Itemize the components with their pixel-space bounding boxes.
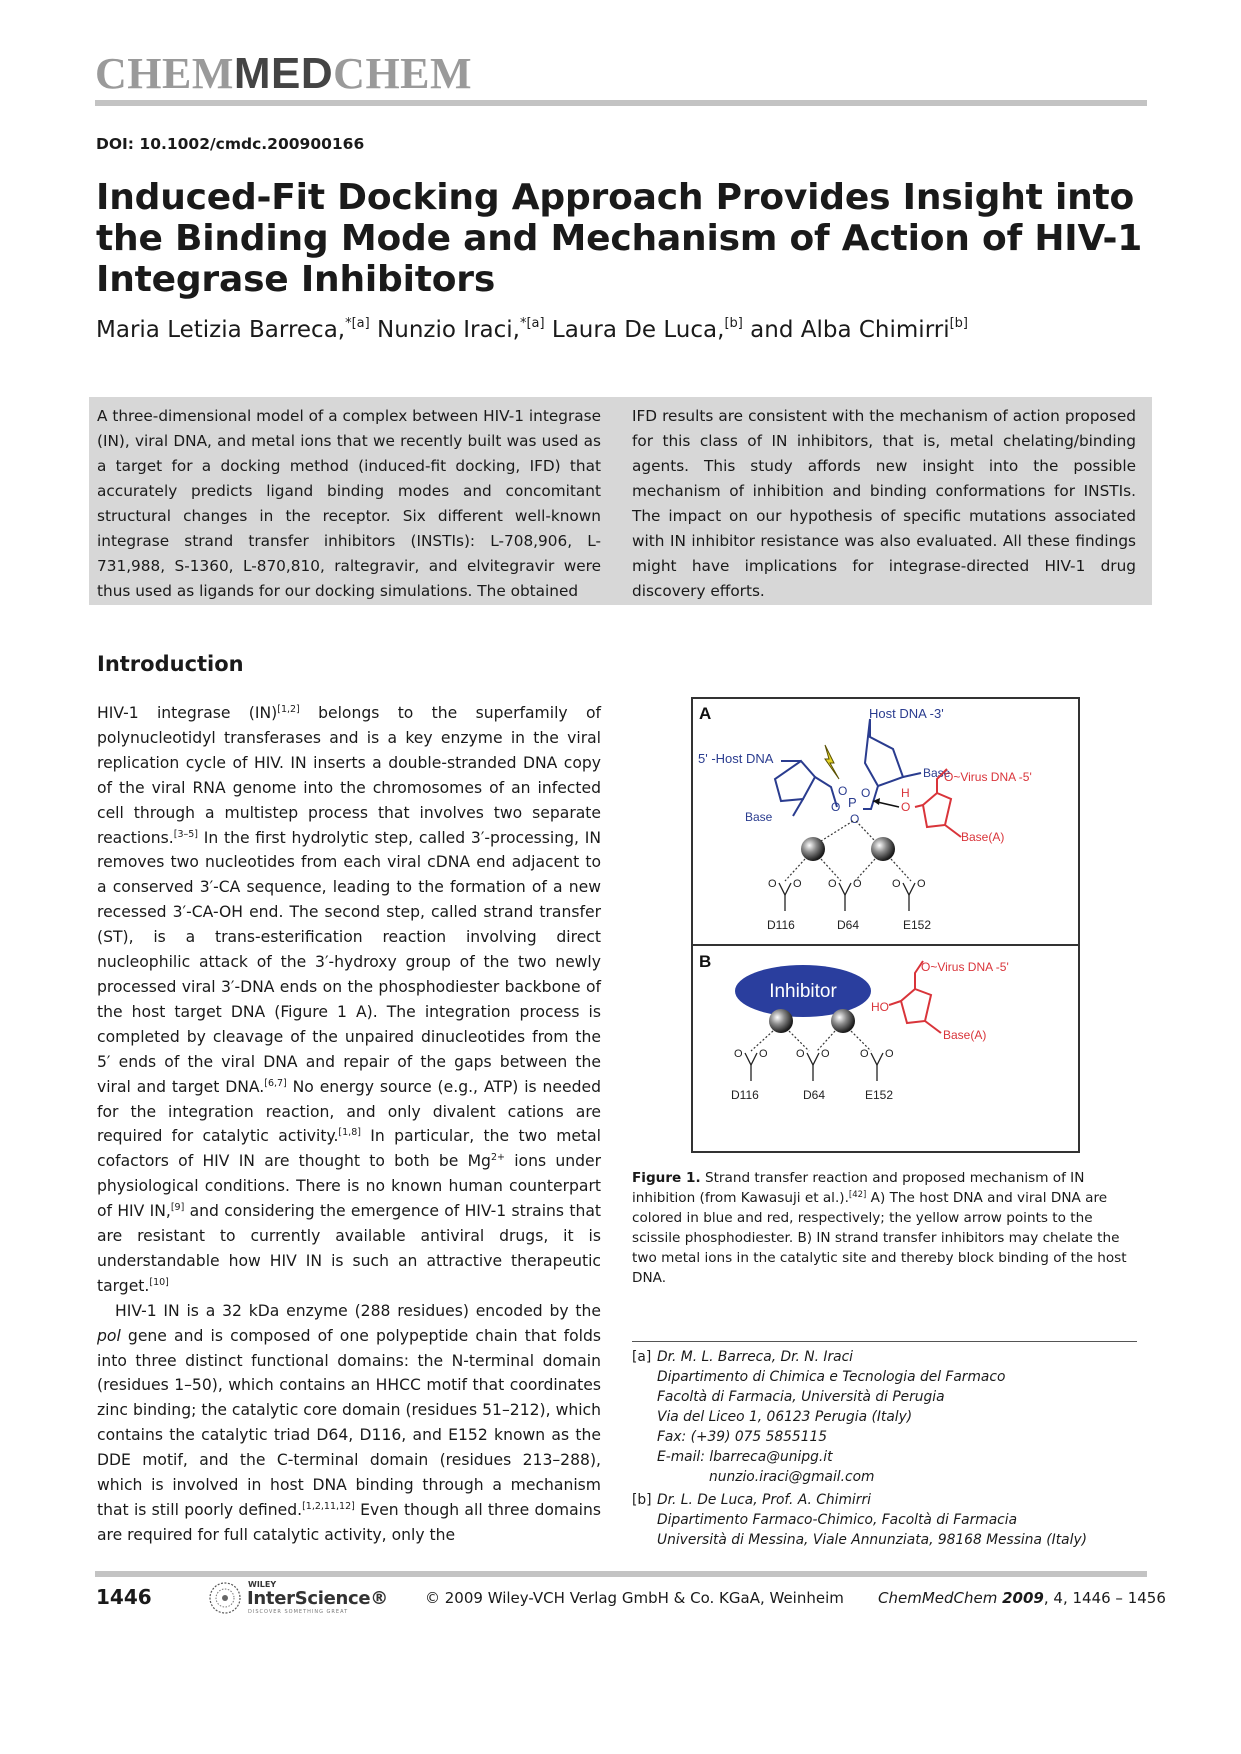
section-heading-introduction: Introduction — [97, 652, 244, 676]
author-mark: *[a] — [519, 316, 545, 331]
phosphate-p: P — [848, 795, 857, 810]
figure-label: Figure 1. — [632, 1170, 701, 1186]
citation-ref: [9] — [170, 1202, 185, 1214]
residue-label: E152 — [903, 918, 932, 932]
journal-logo — [95, 49, 472, 98]
logo-chem-1: CHEM — [95, 49, 234, 98]
citation-rest: , 4, 1446 – 1456 — [1043, 1589, 1166, 1607]
citation-ref: [42] — [848, 1190, 867, 1200]
virus-dna-label: O~Virus DNA -5' — [944, 770, 1032, 784]
footer-rule — [95, 1571, 1147, 1577]
hydroxyl-label: HO — [871, 1000, 889, 1014]
logo-name: InterScience® — [247, 1588, 389, 1609]
residue-label: D116 — [731, 1088, 759, 1102]
abstract-left: A three-dimensional model of a complex between HIV-1 integrase (IN), viral DNA, and metal ions that we recently built was used as a target for a docking method (induced-fit docking, IFD) that accurately predicts ligand binding modes and concomitant structural changes in the receptor. Six different well-known integrase strand transfer inhibitors (INSTIs): L-708,906, L-731,988, S-1360, L-870,810, raltegravir, and elvitegravir were thus used as ligands for our docking simulations. The obtained — [97, 407, 601, 600]
metal-ion-icon — [831, 1009, 855, 1033]
phosphate-o: O — [831, 800, 841, 814]
doi: DOI: 10.1002/cmdc.200900166 — [96, 135, 365, 153]
scissile-arrow-icon — [825, 745, 839, 779]
author-mark: *[a] — [345, 316, 370, 331]
affiliation-label: [a] — [632, 1349, 652, 1365]
svg-text:O: O — [759, 1048, 768, 1060]
affiliation-rule — [632, 1341, 1137, 1342]
panel-a-label: A — [699, 704, 712, 723]
globe-icon — [205, 1580, 245, 1616]
affiliation-line: Facoltà di Farmacia, Università di Perugia — [657, 1389, 945, 1405]
author-name: Maria Letizia Barreca, — [96, 317, 346, 343]
figure-1 — [691, 697, 1080, 1153]
affiliation-email[interactable]: E-mail: lbarreca@unipg.it — [657, 1449, 833, 1465]
journal-header — [95, 49, 473, 98]
affiliation-fax: Fax: (+39) 075 5855115 — [657, 1429, 828, 1445]
phosphate-o: O — [838, 784, 848, 798]
citation-ref: [10] — [149, 1276, 169, 1288]
logo-med: MED — [233, 49, 334, 98]
citation-ref: [1,2,11,12] — [302, 1501, 355, 1512]
host-dna-3-label: Host DNA -3' — [869, 706, 944, 721]
logo-tagline: DISCOVER SOMETHING GREAT — [248, 1609, 349, 1615]
page-number: 1446 — [96, 1585, 152, 1609]
svg-text:O: O — [793, 878, 802, 890]
base-label: Base — [745, 810, 773, 824]
citation-ref: [1,2] — [277, 704, 300, 715]
gene-name: pol — [97, 1326, 121, 1345]
author-name: Nunzio Iraci, — [377, 317, 520, 343]
citation-ref: [3–5] — [173, 828, 199, 840]
affiliation-line: Dr. L. De Luca, Prof. A. Chimirri — [657, 1492, 871, 1508]
affiliation-line: Dr. M. L. Barreca, Dr. N. Iraci — [657, 1349, 854, 1365]
metal-ion-icon — [871, 837, 895, 861]
logo-wiley: WILEY — [248, 1580, 277, 1589]
svg-text:O: O — [821, 1048, 830, 1060]
residue-label: D116 — [767, 918, 795, 932]
panel-b-label: B — [699, 952, 712, 971]
figure-panel-a — [698, 704, 1032, 932]
superscript-charge: 2+ — [490, 1152, 505, 1164]
affiliations — [632, 1347, 1142, 1553]
svg-text:O: O — [768, 878, 777, 890]
svg-text:O: O — [860, 1048, 869, 1060]
citation-journal: ChemMedChem — [878, 1589, 998, 1607]
svg-text:O: O — [734, 1048, 743, 1060]
author-name: and Alba Chimirri — [750, 317, 950, 343]
virus-dna-label: O~Virus DNA -5' — [921, 960, 1009, 974]
body-column-left — [97, 701, 601, 1548]
svg-text:O: O — [892, 878, 901, 890]
residue-label: D64 — [803, 1088, 826, 1102]
citation-ref: [1,8] — [338, 1127, 361, 1139]
abstract-right: IFD results are consistent with the mechanism of action proposed for this class of IN inhibitors, that is, metal chelating/binding agents. This study affords new insight into the possible mechanism of inhibition and binding conformations for INSTIs. The impact on our hypothesis of specific mutations associated with IN inhibitor resistance was also evaluated. All these findings might have implications for integrase-directed HIV-1 drug discovery efforts. — [632, 407, 1136, 600]
base-a-label: Base(A) — [961, 830, 1005, 844]
affiliation-b — [632, 1490, 1142, 1550]
interscience-logo — [205, 1580, 389, 1616]
figure-caption: Figure 1. Strand transfer reaction and proposed mechanism of IN inhibition (from Kawasuji et al.).[42] A) The host DNA and viral DNA are colored in blue and red, respectively; the yellow arrow points to the scissile phosphodiester. B) IN strand transfer inhibitors may chelate the two metal ions in the catalytic site and thereby block binding of the host DNA. — [632, 1170, 1127, 1286]
citation-ref: [6,7] — [264, 1077, 287, 1089]
author-mark: [b] — [724, 316, 743, 331]
host-dna-5-label: 5' -Host DNA — [698, 751, 774, 766]
paragraph: HIV-1 integrase (IN)[1,2] belongs to the superfamily of polynucleotidyl transferases and is a key enzyme in the viral replication cycle of HIV. IN inserts a double-stranded DNA copy of the viral RNA genome into the chromosomes of an infected cell through a multistep process that involves two separate reactions.[3–5] In the first hydrolytic step, called 3′-processing, IN removes two nucleotides from each viral cDNA end adjacent to a conserved 3′-CA sequence, leading to the formation of a new recessed 3′-CA-OH end. The second step, called strand transfer (ST), is a trans-esterification reaction involving direct nucleophilic attack of the 3′-hydroxy group of the two newly processed viral 3′-DNA ends on the phosphodiester backbone of the host target DNA (Figure 1 A). The integration process is completed by cleavage of the unpaired dinucleotides from the 5′ ends of the viral DNA and repair of the gaps between the viral and target DNA.[6,7] No energy source (e.g., ATP) is needed for the integration reaction, and only divalent cations are required for catalytic activity.[1,8] In particular, the two metal cofactors of HIV IN are thought to both be $Mg^{2+}$ ions under physiological conditions. There is no known human counterpart of HIV IN,[9] and considering the emergence of HIV-1 strains that are resistant to currently available antiviral drugs, it is understandable how HIV IN is such an attractive therapeutic target.[10] — [97, 704, 602, 1295]
author-mark: [b] — [949, 316, 968, 331]
base-a-label: Base(A) — [943, 1028, 987, 1042]
affiliation-line: Dipartimento di Chimica e Tecnologia del Farmaco — [657, 1369, 1006, 1385]
inhibitor-label: Inhibitor — [769, 981, 837, 1002]
affiliation-label: [b] — [632, 1492, 652, 1508]
citation — [878, 1589, 1166, 1607]
header-rule — [95, 100, 1147, 106]
residue-label: D64 — [837, 918, 860, 932]
affiliation-line: Via del Liceo 1, 06123 Perugia (Italy) — [657, 1409, 913, 1425]
svg-text:O: O — [796, 1048, 805, 1060]
svg-text:O: O — [917, 878, 926, 890]
svg-text:O: O — [885, 1048, 894, 1060]
article-title: Induced-Fit Docking Approach Provides Insight into the Binding Mode and Mechanism of Action of HIV-1 Integrase Inhibitors — [96, 177, 1143, 300]
copyright: © 2009 Wiley-VCH Verlag GmbH & Co. KGaA, Weinheim — [425, 1589, 844, 1607]
affiliation-line: Università di Messina, Viale Annunziata, 98168 Messina (Italy) — [657, 1532, 1087, 1548]
phosphate-o-minus: O — [850, 812, 860, 826]
affiliation-email[interactable]: nunzio.iraci@gmail.com — [709, 1469, 875, 1485]
svg-text:O: O — [828, 878, 837, 890]
paragraph: HIV-1 IN is a 32 kDa enzyme (288 residues) encoded by the pol gene and is composed of one polypeptide chain that folds into three distinct functional domains: the N-terminal domain (residues 1–50), which contains an HHCC motif that coordinates zinc binding; the catalytic core domain (residues 51–212), which contains the catalytic triad D64, D116, and E152 known as the DDE motif, and the C-terminal domain (residues 213–288), which is involved in host DNA binding through a mechanism that is still poorly defined.[1,2,11,12] Even though all three domains are required for full catalytic activity, only the — [97, 1301, 601, 1544]
logo-chem-2: CHEM — [333, 49, 473, 98]
hydroxyl-o: O — [901, 800, 911, 814]
affiliation-a — [632, 1347, 1142, 1487]
phosphate-o: O — [861, 786, 871, 800]
author-list — [96, 316, 968, 343]
figure-panel-b — [699, 952, 1009, 1102]
author-name: Laura De Luca, — [551, 317, 725, 343]
citation-year: 2009 — [1002, 1589, 1044, 1607]
affiliation-line: Dipartimento Farmaco-Chimico, Facoltà di Farmacia — [657, 1512, 1018, 1528]
hydroxyl-h: H — [901, 786, 910, 800]
svg-text:O: O — [853, 878, 862, 890]
metal-ion-icon — [769, 1009, 793, 1033]
residue-label: E152 — [865, 1088, 894, 1102]
base-label: Base — [923, 766, 951, 780]
